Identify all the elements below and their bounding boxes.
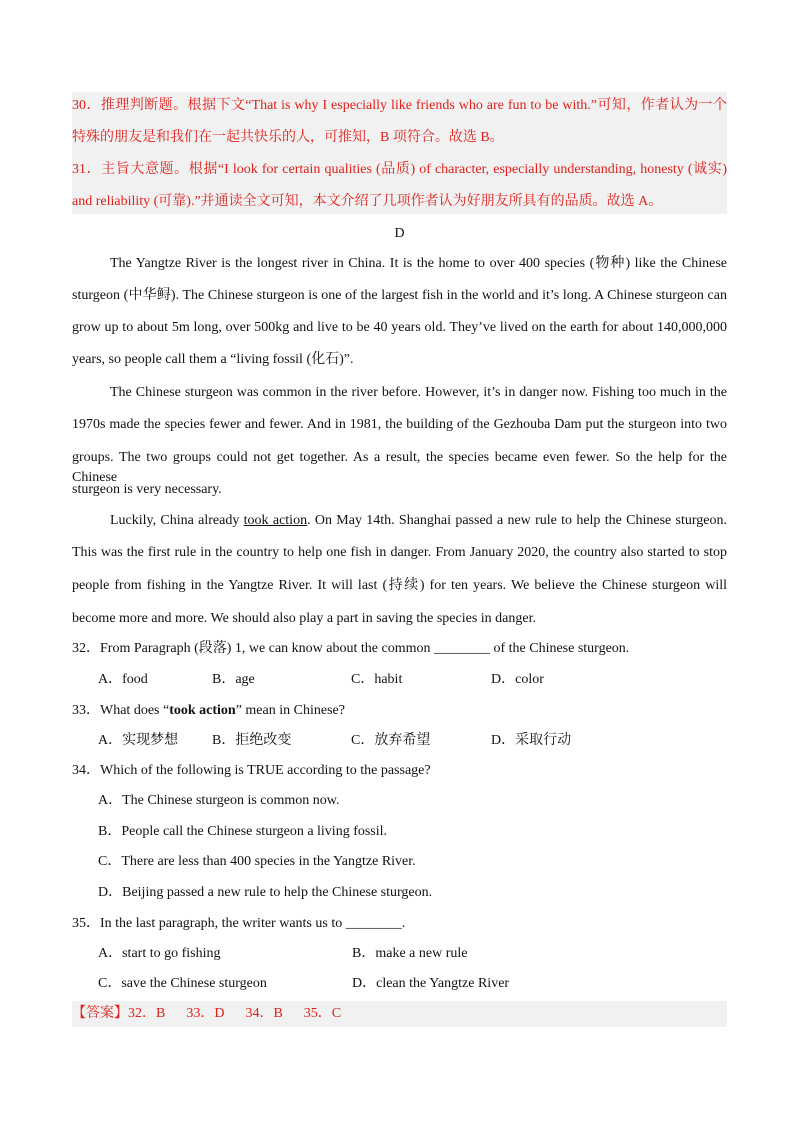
q30-explanation-line2: 特殊的朋友是和我们在一起共快乐的人，可推知，B 项符合。故选 B。 bbox=[72, 130, 504, 145]
q32-option-c: C．habit bbox=[351, 672, 403, 687]
q33-stem-after: ” mean in Chinese? bbox=[235, 703, 345, 718]
passage-p1-line4: years, so people call them a “living fossil (化石)”. bbox=[72, 352, 354, 367]
q33-stem-bold: took action bbox=[169, 703, 236, 718]
q35-option-d: D．clean the Yangtze River bbox=[352, 976, 510, 991]
q33-option-a: A．实现梦想 bbox=[98, 733, 179, 748]
q33-option-c: C．放弃希望 bbox=[351, 733, 431, 748]
q31-explanation-line2: and reliability (可靠).”并通读全文可知，本文介绍了几项作者认为好朋友所具有的品质。故选 A。 bbox=[72, 194, 663, 209]
took-action-underlined: took action bbox=[243, 513, 308, 528]
passage-p2-line3: groups. The two groups could not get together. As a result, the species became even fewer. So the help for the Chinese bbox=[72, 450, 727, 485]
answer-key: 【答案】32．B 33．D 34．B 35．C bbox=[72, 1006, 342, 1021]
q33-option-b: B．拒绝改变 bbox=[212, 733, 292, 748]
q35-stem: 35．In the last paragraph, the writer wants us to ________. bbox=[72, 916, 406, 931]
q33-stem-before: 33．What does “ bbox=[72, 703, 170, 718]
passage-p2-line2: 1970s made the species fewer and fewer. And in 1981, the building of the Gezhouba Dam put the sturgeon into two bbox=[72, 417, 727, 432]
p3-text-before: Luckily, China already bbox=[110, 513, 244, 528]
q33-option-d: D．采取行动 bbox=[491, 733, 572, 748]
passage-p1-line1: The Yangtze River is the longest river in China. It is the home to over 400 species (物种) like the Chinese bbox=[110, 256, 727, 271]
q31-explanation-line1: 31．主旨大意题。根据“I look for certain qualities (品质) of character, especially understanding, honesty (诚实) bbox=[72, 162, 727, 177]
q34-option-c: C．There are less than 400 species in the Yangtze River. bbox=[98, 854, 416, 869]
q32-stem: 32．From Paragraph (段落) 1, we can know about the common ________ of the Chinese sturgeon. bbox=[72, 641, 630, 656]
q34-option-b: B．People call the Chinese sturgeon a living fossil. bbox=[98, 824, 388, 839]
p3-text-after: . On May 14th. Shanghai passed a new rule to help the Chinese sturgeon. bbox=[307, 513, 727, 528]
q34-option-d: D．Beijing passed a new rule to help the Chinese sturgeon. bbox=[98, 885, 433, 900]
q34-stem: 34．Which of the following is TRUE according to the passage? bbox=[72, 763, 431, 778]
passage-p3-line3: people from fishing in the Yangtze River. It will last (持续) for ten years. We believe the Chinese sturgeon will bbox=[72, 578, 727, 593]
q35-option-b: B．make a new rule bbox=[352, 946, 468, 961]
q35-option-c: C．save the Chinese sturgeon bbox=[98, 976, 267, 991]
passage-p2-line1: The Chinese sturgeon was common in the river before. However, it’s in danger now. Fishing too much in the bbox=[110, 385, 727, 400]
q32-option-a: A．food bbox=[98, 672, 148, 687]
passage-p3-line2: This was the first rule in the country to help one fish in danger. From January 2020, the country also started to stop bbox=[72, 545, 727, 560]
passage-p2-line4: sturgeon is very necessary. bbox=[72, 482, 222, 497]
passage-p3-line1 bbox=[110, 511, 727, 531]
passage-p1-line2: sturgeon (中华鲟). The Chinese sturgeon is one of the largest fish in the world and it’s long. A Chinese sturgeon can bbox=[72, 288, 727, 303]
q35-option-a: A．start to go fishing bbox=[98, 946, 221, 961]
q32-option-d: D．color bbox=[491, 672, 544, 687]
passage-p1-line3: grow up to about 5m long, over 500kg and live to be 40 years old. They’ve lived on the earth for about 140,000,000 bbox=[72, 320, 727, 335]
q32-option-b: B．age bbox=[212, 672, 255, 687]
section-letter: D bbox=[394, 226, 405, 241]
q33-stem bbox=[72, 701, 727, 721]
passage-p3-line4: become more and more. We should also play a part in saving the species in danger. bbox=[72, 611, 536, 626]
q30-explanation-line1: 30．推理判断题。根据下文“That is why I especially like friends who are fun to be with.”可知，作者认为一个 bbox=[72, 98, 727, 113]
q34-option-a: A．The Chinese sturgeon is common now. bbox=[98, 793, 340, 808]
